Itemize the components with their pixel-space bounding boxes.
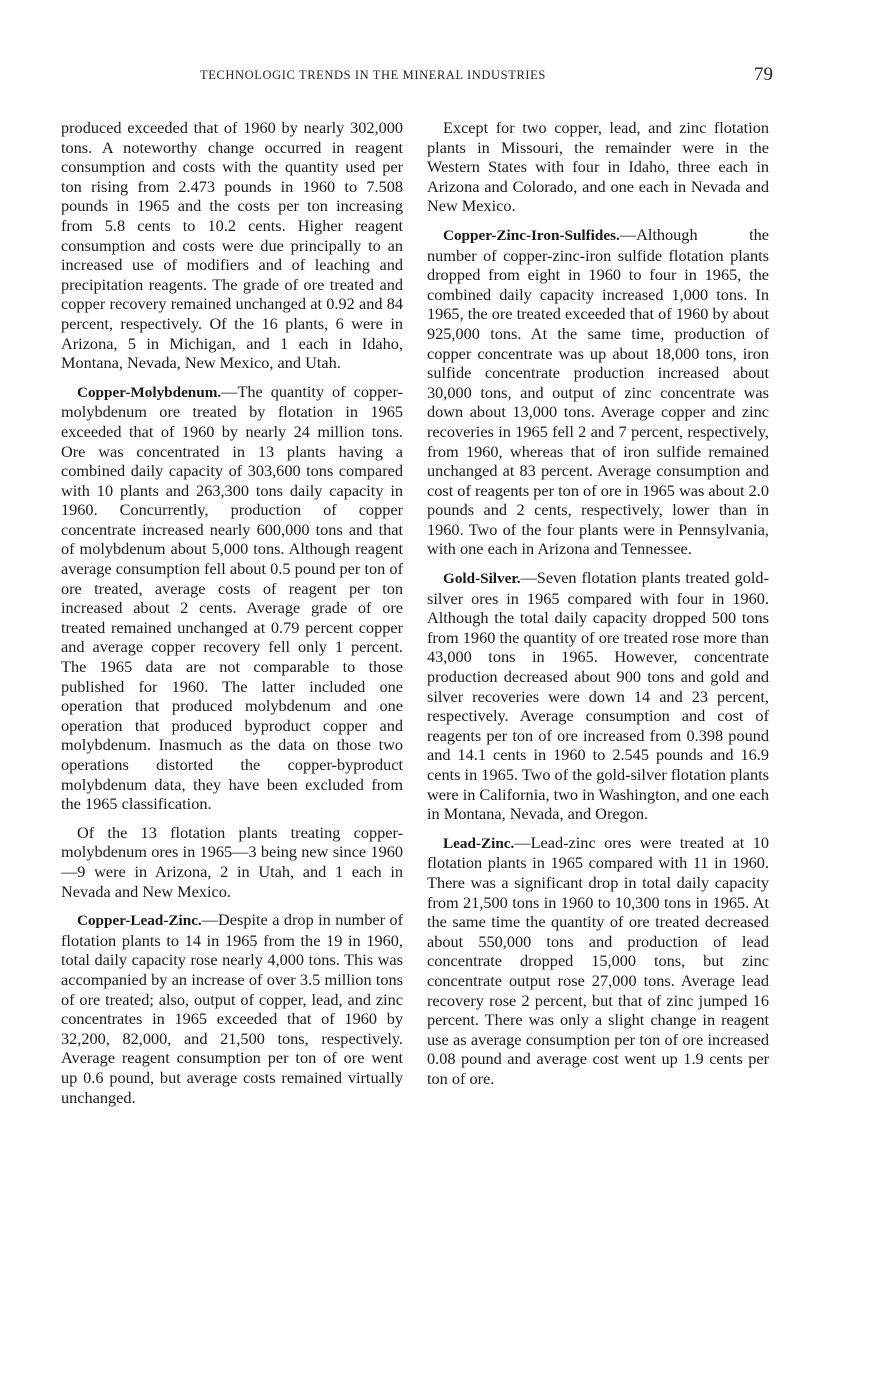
section-heading-copper-zinc-iron-sulfides: Copper-Zinc-Iron-Sulfides. bbox=[443, 226, 620, 244]
running-header-title: TECHNOLOGIC TRENDS IN THE MINERAL INDUSTRIES bbox=[200, 68, 546, 82]
paragraph-reagent-continuation: produced exceeded that of 1960 by nearly 302,000 tons. A noteworthy change occurred in reagent consumption and costs with the quantity used per ton rising from 2.473 pounds in 1960 to 7.508 pounds in 1965 and the costs per ton increasing from 5.8 cents to 10.2 cents. Higher reagent consumption and costs were due principally to an increased use of modifiers and of leaching and precipitation reagents. The grade of ore treated and copper recovery remained unchanged at 0.92 and 84 percent, respectively. Of the 16 plants, 6 were in Arizona, 5 in Michigan, and 1 each in Idaho, Montana, Nevada, New Mexico, and Utah. bbox=[61, 118, 403, 373]
paragraph-lead-zinc-body: —Lead-zinc ores were treated at 10 flotation plants in 1965 compared with 11 in 1960. There was a significant drop in total daily capacity from 21,500 tons in 1960 to 10,300 tons in 1965. At the same time the quantity of ore treated decreased about 550,000 tons and production of lead concentrate dropped 15,000 tons, but zinc concentrate output rose 27,000 tons. Average lead recovery rose 2 percent, but that of zinc jumped 16 percent. There was only a slight change in reagent use as average consumption per ton of ore increased 0.08 pound and average cost went up 1.9 cents per ton of ore. bbox=[427, 832, 769, 1088]
paragraph-copper-molybdenum bbox=[61, 382, 403, 814]
section-heading-lead-zinc: Lead-Zinc. bbox=[443, 834, 515, 852]
paragraph-gold-silver-body: —Seven flotation plants treated gold-silver ores in 1965 compared with four in 1960. Although the total daily capacity dropped 500 tons from 1960 the quantity of ore treated rose more than 43,000 tons in 1965. However, concentrate production decreased about 900 tons and gold and silver recoveries were down 14 and 23 percent, respectively. Average consumption and cost of reagents per ton of ore increased from 0.398 pound and 14.1 cents in 1960 to 2.545 pounds and 16.9 cents in 1965. Two of the gold-silver flotation plants were in California, two in Washington, and one each in Montana, Nevada, and Oregon. bbox=[427, 568, 770, 824]
paragraph-lead-zinc bbox=[427, 833, 769, 1089]
paragraph-copper-zinc-iron-sulfides-body: —Although the number of copper-zinc-iron sulfide flotation plants dropped from eight in 1960 to four in 1965, the combined daily capacity increased 1,000 tons. In 1965, the ore treated exceeded that of 1960 by about 925,000 tons. At the same time, production of copper concentrate was up about 18,000 tons, iron sulfide concentrate production increased about 30,000 tons, and output of zinc concentrate was down about 13,000 tons. Average copper and zinc recoveries in 1965 fell 2 and 7 percent, respectively, from 1960, whereas that of iron sulfide remained unchanged at 83 percent. Average consumption and cost of reagents per ton of ore in 1965 was about 2.0 pounds and 2 cents, respectively, lower than in 1960. Two of the four plants were in Pennsylvania, with one each in Arizona and Tennessee. bbox=[427, 224, 769, 559]
paragraph-copper-lead-zinc bbox=[61, 910, 403, 1107]
paragraph-copper-molybdenum-plants: Of the 13 flotation plants treating copper-molybdenum ores in 1965—3 being new since 1960—9 were in Arizona, 2 in Utah, and 1 each in Nevada and New Mexico. bbox=[61, 822, 403, 901]
paragraph-copper-molybdenum-body: —The quantity of copper-molybdenum ore treated by flotation in 1965 exceeded that of 1960 by nearly 24 million tons. Ore was concentrated in 13 plants having a combined daily capacity of 303,600 tons compared with 10 plants and 263,300 tons daily capacity in 1960. Concurrently, production of copper concentrate increased nearly 600,000 tons and that of molybdenum about 5,000 tons. Although reagent average consumption fell about 0.5 pound per ton of ore treated, average costs of reagent per ton increased about 2 cents. Average grade of ore treated remained unchanged at 0.79 percent copper and average copper recovery fell only 1 percent. The 1965 data are not comparable to those published for 1960. The latter included one operation that produced molybdenum and one operation that produced byproduct copper and molybdenum. Inasmuch as the data on those two operations distorted the copper-byproduct molybdenum data, they have been excluded from the 1965 classification. bbox=[61, 381, 403, 814]
paragraph-copper-lead-zinc-plants: Except for two copper, lead, and zinc flotation plants in Missouri, the remainder were in the Western States with four in Idaho, three each in Arizona and Colorado, and one each in Nevada and New Mexico. bbox=[427, 118, 769, 216]
left-column bbox=[61, 118, 403, 1116]
section-heading-gold-silver: Gold-Silver. bbox=[443, 570, 521, 588]
paragraph-copper-zinc-iron-sulfides bbox=[427, 225, 769, 559]
section-heading-copper-molybdenum: Copper-Molybdenum. bbox=[77, 383, 222, 401]
right-column bbox=[427, 118, 769, 1098]
page-number: 79 bbox=[754, 64, 773, 85]
paragraph-gold-silver bbox=[427, 568, 769, 824]
section-heading-copper-lead-zinc: Copper-Lead-Zinc. bbox=[77, 912, 202, 930]
paragraph-copper-lead-zinc-body: —Despite a drop in number of flotation plants to 14 in 1965 from the 19 in 1960, total daily capacity rose nearly 4,000 tons. This was accompanied by an increase of over 3.5 million tons of ore treated; also, output of copper, lead, and zinc concentrates in 1965 exceeded that of 1960 by 32,200, 82,000, and 21,500 tons, respectively. Average reagent consumption per ton of ore went up 0.6 pound, but average costs remained virtually unchanged. bbox=[61, 910, 403, 1107]
